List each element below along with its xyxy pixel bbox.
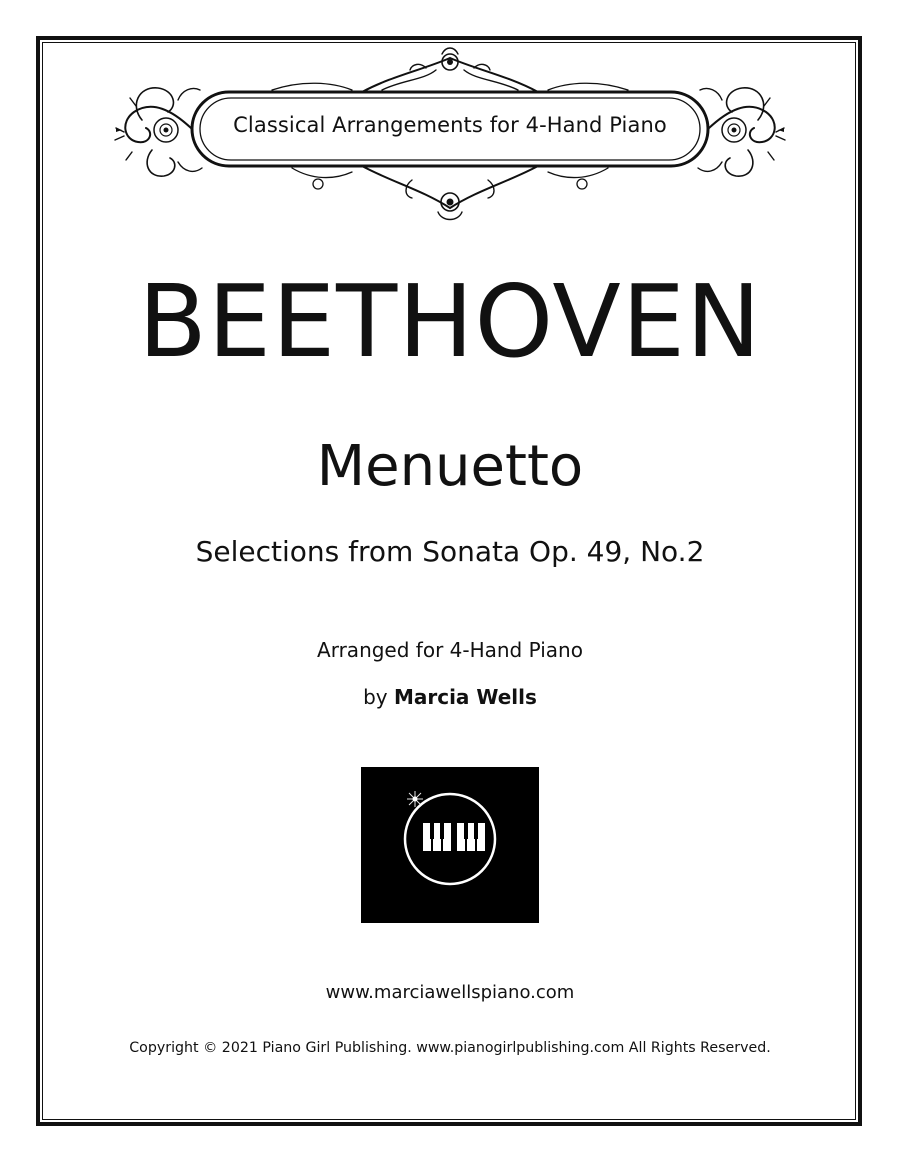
piece-subtitle: Selections from Sonata Op. 49, No.2 <box>195 535 705 568</box>
arranger-name: Marcia Wells <box>393 685 537 709</box>
publisher-logo <box>361 767 539 923</box>
by-prefix: by <box>363 685 388 709</box>
series-title: Classical Arrangements for 4-Hand Piano <box>233 113 667 137</box>
piece-title: Menuetto <box>316 434 584 499</box>
arranger-byline <box>60 683 840 711</box>
piano-keys-monogram-logo-icon <box>361 767 539 923</box>
composer-name: BEETHOVEN <box>138 263 762 380</box>
website-link[interactable]: www.marciawellspiano.com <box>325 982 575 1003</box>
arranged-line: Arranged for 4-Hand Piano <box>317 638 583 662</box>
copyright-notice: Copyright © 2021 Piano Girl Publishing. www.pianogirlpublishing.com All Rights Reserved. <box>129 1040 771 1056</box>
